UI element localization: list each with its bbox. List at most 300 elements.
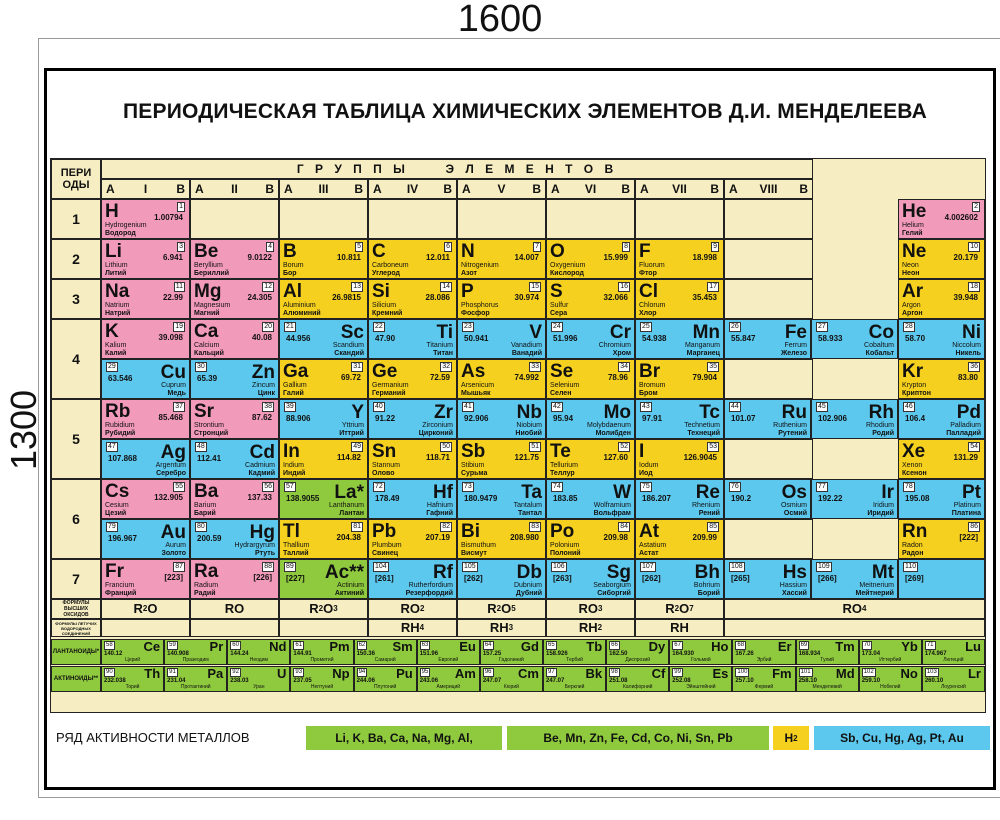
element-cell-ra: [190, 559, 279, 599]
element-symbol: Li: [105, 241, 122, 262]
empty-cell: [190, 199, 279, 239]
element-symbol: Ac**: [324, 562, 364, 583]
atomic-number: 37: [175, 403, 183, 410]
element-symbol: Fm: [772, 666, 792, 681]
atomic-number: 4: [268, 243, 272, 250]
latin-name: Sulfur: [550, 302, 569, 309]
atomic-number: 25: [642, 323, 650, 330]
element-symbol: Sn: [372, 441, 397, 462]
hydride-formula: [279, 619, 368, 637]
lanthanides-label: ЛАНТАНОИДЫ*: [51, 639, 101, 665]
atomic-mass: 204.38: [336, 533, 361, 542]
atomic-mass: 65.39: [197, 374, 218, 383]
atomic-mass: 83.80: [957, 373, 978, 382]
atomic-number: 24: [553, 323, 561, 330]
element-symbol: Eu: [459, 639, 476, 654]
russian-name: Мышьяк: [461, 390, 491, 397]
element-symbol: Po: [550, 521, 575, 542]
russian-name: Нептуний: [310, 684, 334, 690]
element-cell-ti: [368, 319, 457, 359]
atomic-mass: 200.59: [197, 534, 222, 543]
atomic-number: 51: [531, 443, 539, 450]
atomic-number: 92: [232, 669, 239, 675]
atomic-mass: 138.9055: [286, 494, 320, 503]
element-symbol: Ho: [711, 639, 729, 654]
latin-name: Osmium: [780, 502, 807, 509]
latin-name: Bismuthum: [461, 542, 497, 549]
element-cell-os: [724, 479, 811, 519]
element-cell-ca: [190, 319, 279, 359]
russian-name: Цезий: [105, 510, 127, 517]
latin-name: Cobaltum: [864, 342, 894, 349]
russian-name: Хлор: [639, 310, 657, 317]
atomic-number: 29: [108, 363, 116, 370]
latin-name: Chromium: [598, 342, 631, 349]
hydride-formula: [724, 619, 985, 637]
period-label-4: 4: [51, 319, 101, 399]
atomic-mass: 144.24: [230, 651, 249, 657]
atomic-number: 94: [358, 669, 366, 675]
russian-name: Прометий: [310, 657, 334, 663]
hydride-formula: RH 4: [368, 619, 457, 637]
russian-name: Барий: [194, 510, 216, 517]
atomic-number: 63: [421, 642, 429, 648]
atomic-number: 91: [169, 669, 176, 675]
periods-header: ПЕРИ ОДЫ: [51, 159, 101, 199]
atomic-mass: [226]: [253, 573, 272, 582]
element-symbol: Br: [639, 361, 661, 382]
oxide-formula: R 2 O 5: [457, 599, 546, 619]
russian-name: Европий: [438, 657, 459, 663]
element-symbol: W: [613, 482, 631, 503]
group-header-6: [546, 179, 635, 199]
element-symbol: Mo: [603, 402, 631, 423]
element-cell-pt: [898, 479, 985, 519]
element-cell-ag: [101, 439, 190, 479]
atomic-mass: 47.90: [375, 334, 396, 343]
latin-name: Zirconium: [422, 422, 453, 429]
latin-name: Ruthenium: [773, 422, 807, 429]
russian-name: Бериллий: [194, 270, 230, 277]
atomic-mass: 168.934: [798, 651, 821, 657]
atomic-number: 35: [709, 363, 717, 370]
atomic-number: 46: [905, 403, 913, 410]
latin-name: Tantalum: [513, 502, 542, 509]
atomic-mass: [261]: [375, 574, 394, 583]
russian-name: Литий: [105, 270, 127, 277]
activity-group-2: Be, Mn, Zn, Fe, Cd, Co, Ni, Sn, Pb: [507, 726, 769, 750]
russian-name: Уран: [253, 684, 265, 690]
element-symbol: Si: [372, 281, 390, 302]
russian-name: Кремний: [372, 310, 403, 317]
russian-name: Торий: [125, 684, 140, 690]
latin-name: Yttrium: [341, 422, 364, 429]
atomic-mass: 251.08: [609, 678, 628, 684]
element-cell-la: [279, 479, 368, 519]
group-roman: VII: [672, 182, 687, 196]
atomic-mass: 186.207: [642, 494, 671, 503]
atomic-mass: 140.12: [104, 651, 123, 657]
russian-name: Лантан: [339, 510, 364, 517]
element-symbol: Nd: [269, 639, 287, 654]
atomic-number: 36: [970, 363, 978, 370]
russian-name: Кюрий: [503, 684, 519, 690]
element-symbol: Ba: [194, 481, 219, 502]
russian-name: Дубний: [515, 590, 542, 597]
russian-name: Тербий: [566, 657, 583, 663]
atomic-mass: 32.066: [603, 293, 628, 302]
f-element-np: [290, 666, 353, 692]
russian-name: Аргон: [902, 310, 923, 317]
element-symbol: O: [550, 241, 565, 262]
height-dimension-label: 1300: [3, 389, 44, 471]
latin-name: Borum: [283, 262, 304, 269]
element-cell-zn: [190, 359, 279, 399]
element-symbol: Pb: [372, 521, 397, 542]
element-symbol: Cf: [651, 666, 666, 681]
atomic-mass: 39.948: [953, 293, 978, 302]
atomic-number: 28: [905, 323, 913, 330]
atomic-mass: 151.96: [419, 651, 439, 657]
latin-name: Francium: [105, 582, 135, 589]
atomic-mass: 118.71: [425, 453, 450, 462]
element-symbol: S: [550, 281, 563, 302]
element-symbol: Yb: [901, 639, 918, 654]
element-symbol: Bk: [585, 666, 603, 681]
atomic-number: 26: [731, 323, 739, 330]
atomic-number: 3: [179, 243, 183, 250]
element-symbol: Pa: [207, 666, 224, 681]
empty-cell: [279, 199, 368, 239]
group-subgroup-b: B: [710, 182, 719, 196]
atomic-mass: 50.941: [464, 334, 489, 343]
element-cell-re: [635, 479, 724, 519]
atomic-number: 108: [731, 563, 743, 570]
atomic-mass: 102.906: [818, 414, 847, 423]
element-cell-o: [546, 239, 635, 279]
element-cell-se: [546, 359, 635, 399]
element-cell-b: [279, 239, 368, 279]
latin-name: Hydrogenium: [105, 222, 147, 229]
atomic-mass: 58.70: [905, 334, 926, 343]
russian-name: Теллур: [550, 470, 575, 477]
group-roman: IV: [406, 182, 419, 196]
atomic-mass: 54.938: [642, 334, 667, 343]
atomic-mass: 30.974: [514, 293, 539, 302]
element-cell-v: [457, 319, 546, 359]
element-cell-h: [101, 199, 190, 239]
element-cell-fr: [101, 559, 190, 599]
empty-cell: [724, 239, 813, 279]
latin-name: Niccolum: [952, 342, 981, 349]
atomic-number: 87: [175, 563, 183, 570]
element-cell-co: [811, 319, 898, 359]
atomic-mass: 252.08: [672, 678, 691, 684]
latin-name: Rhenium: [691, 502, 720, 509]
russian-name: Нобелий: [880, 684, 901, 690]
element-symbol: Al: [283, 281, 302, 302]
atomic-number: 59: [169, 642, 176, 648]
element-cell-rn: [898, 519, 985, 559]
russian-name: Борий: [697, 590, 720, 597]
element-symbol: Tb: [586, 639, 603, 654]
russian-name: Радон: [902, 550, 924, 557]
atomic-mass: 85.468: [158, 413, 183, 422]
atomic-mass: 20.179: [953, 253, 978, 262]
atomic-number: 60: [232, 642, 239, 648]
element-cell-zr: [368, 399, 457, 439]
atomic-mass: 91.22: [375, 414, 396, 423]
atomic-number: 10: [970, 243, 978, 250]
element-cell-ac: [279, 559, 368, 599]
element-symbol: Ar: [902, 281, 924, 302]
latin-name: Astatium: [639, 542, 667, 549]
atomic-mass: 127.60: [603, 453, 628, 462]
f-element-u: [227, 666, 290, 692]
russian-name: Бор: [283, 270, 297, 277]
element-cell-pb: [368, 519, 457, 559]
group-subgroup-a: A: [106, 182, 115, 196]
element-cell-c: [368, 239, 457, 279]
atomic-mass: 92.906: [464, 414, 489, 423]
atomic-number: 48: [197, 443, 205, 450]
atomic-number: 15: [531, 283, 539, 290]
atomic-number: 103: [926, 669, 937, 675]
atomic-number: 41: [464, 403, 472, 410]
element-symbol: Zr: [434, 402, 453, 423]
element-cell-hs: [724, 559, 811, 599]
element-cell-sg: [546, 559, 635, 599]
russian-name: Галий: [283, 390, 304, 397]
latin-name: Oxygenium: [550, 262, 586, 269]
latin-name: Manganum: [684, 342, 720, 349]
element-symbol: Ca: [194, 321, 219, 342]
hydrides-label: ФОРМУЛЫ ЛЕТУЧИХ ВОДОРОДНЫХ СОЕДИНЕНИЙ: [51, 619, 101, 637]
atomic-mass: 101.07: [731, 414, 756, 423]
element-cell-ar: [898, 279, 985, 319]
hydride-formula: RH 2: [546, 619, 635, 637]
russian-name: Мейтнерий: [855, 590, 894, 597]
russian-name: Титан: [433, 350, 453, 357]
russian-name: Тулий: [820, 657, 834, 663]
latin-name: Germanium: [372, 382, 409, 389]
element-symbol: Na: [105, 281, 130, 302]
russian-name: Сурьма: [461, 470, 488, 477]
russian-name: Рубидий: [105, 430, 136, 437]
group-header-3: [279, 179, 368, 199]
atomic-mass: 247.07: [482, 678, 502, 684]
atomic-mass: 150.36: [356, 651, 375, 657]
element-symbol: Fr: [105, 561, 124, 582]
atomic-mass: 88.906: [286, 414, 311, 423]
element-symbol: Pm: [329, 639, 350, 654]
atomic-number: 22: [375, 323, 383, 330]
atomic-number: 11: [175, 283, 183, 290]
russian-name: Кадмий: [248, 470, 275, 477]
atomic-mass: 95.94: [553, 414, 574, 423]
element-symbol: Sb: [461, 441, 486, 462]
atomic-number: 16: [620, 283, 628, 290]
element-cell-cu: [101, 359, 190, 399]
element-symbol: Ne: [902, 241, 927, 262]
element-symbol: Kr: [902, 361, 924, 382]
element-symbol: Rh: [868, 402, 894, 423]
atomic-mass: 192.22: [818, 494, 843, 503]
group-subgroup-a: A: [462, 182, 471, 196]
hydride-formula: [101, 619, 190, 637]
russian-name: Углерод: [372, 270, 400, 277]
group-subgroup-a: A: [195, 182, 204, 196]
atomic-number: 19: [175, 323, 183, 330]
atomic-number: 78: [905, 483, 913, 490]
atomic-mass: 238.03: [230, 678, 249, 684]
element-symbol: La*: [334, 482, 364, 503]
element-cell-110: [898, 559, 985, 599]
russian-name: Ксенон: [902, 470, 927, 477]
element-symbol: Ce: [143, 639, 161, 654]
latin-name: Krypton: [902, 382, 927, 389]
latin-name: Beryllium: [194, 262, 223, 269]
element-symbol: Pu: [396, 666, 413, 681]
atomic-number: 67: [674, 642, 681, 648]
atomic-mass: 243.06: [419, 678, 439, 684]
atomic-mass: 178.49: [375, 494, 400, 503]
group-subgroup-a: A: [640, 182, 649, 196]
atomic-number: 79: [108, 523, 116, 530]
group-header-1: [101, 179, 190, 199]
russian-name: Лоуренсий: [940, 684, 966, 690]
atomic-number: 99: [674, 669, 681, 675]
f-element-cm: [480, 666, 543, 692]
atomic-number: 66: [611, 642, 618, 648]
atomic-number: 100: [737, 669, 748, 675]
oxide-formula: RO 4: [724, 599, 985, 619]
russian-name: Цинк: [257, 390, 275, 397]
element-cell-bh: [635, 559, 724, 599]
atomic-mass: [262]: [642, 574, 661, 583]
element-cell-at: [635, 519, 724, 559]
atomic-mass: 257.10: [735, 678, 754, 684]
oxide-formula: RO 3: [546, 599, 635, 619]
group-subgroup-b: B: [532, 182, 541, 196]
atomic-mass: 22.99: [162, 293, 183, 302]
latin-name: Bromum: [639, 382, 666, 389]
russian-name: Осмий: [783, 510, 807, 517]
atomic-number: 30: [197, 363, 205, 370]
russian-name: Плутоний: [373, 684, 397, 690]
element-cell-ir: [811, 479, 898, 519]
latin-name: Radon: [902, 542, 923, 549]
element-cell-db: [457, 559, 546, 599]
latin-name: Rubidium: [105, 422, 135, 429]
atomic-mass: 162.50: [609, 651, 628, 657]
group-roman: V: [497, 182, 506, 196]
atomic-mass: 87.62: [251, 413, 272, 422]
atomic-number: 61: [295, 642, 303, 648]
element-cell-i: [635, 439, 724, 479]
latin-name: Hassium: [779, 582, 807, 589]
latin-name: Strontium: [194, 422, 224, 429]
atomic-number: 62: [358, 642, 366, 648]
russian-name: Платина: [951, 510, 981, 517]
element-cell-sn: [368, 439, 457, 479]
russian-name: Радий: [194, 590, 216, 597]
element-symbol: Ra: [194, 561, 219, 582]
atomic-mass: 174.967: [924, 651, 947, 657]
atomic-number: 83: [531, 523, 539, 530]
activity-group-4: Sb, Cu, Hg, Ag, Pt, Au: [814, 726, 990, 750]
atomic-number: 82: [442, 523, 450, 530]
period-label-3: 3: [51, 279, 101, 319]
element-symbol: Tl: [283, 521, 300, 542]
atomic-number: 52: [620, 443, 628, 450]
atomic-number: 77: [818, 483, 826, 490]
f-element-tb: [543, 639, 606, 665]
russian-name: Эйнштейний: [686, 684, 716, 690]
atomic-mass: [223]: [164, 573, 183, 582]
element-symbol: Te: [550, 441, 571, 462]
russian-name: Протактиний: [180, 684, 211, 690]
element-cell-au: [101, 519, 190, 559]
atomic-number: 71: [926, 642, 934, 648]
russian-name: Кислород: [550, 270, 585, 277]
element-symbol: B: [283, 241, 297, 262]
atomic-number: 14: [442, 283, 450, 290]
russian-name: Бром: [639, 390, 658, 397]
russian-name: Родий: [872, 430, 894, 437]
atomic-mass: 14.007: [514, 253, 539, 262]
russian-name: Технеций: [687, 430, 720, 437]
element-symbol: Am: [454, 666, 476, 681]
atomic-number: 90: [106, 669, 113, 675]
element-cell-k: [101, 319, 190, 359]
period-label-5: 5: [51, 399, 101, 479]
element-symbol: U: [277, 666, 287, 681]
latin-name: Phosphorus: [461, 302, 499, 309]
atomic-mass: [265]: [731, 574, 750, 583]
atomic-number: 31: [353, 363, 361, 370]
element-symbol: Y: [351, 402, 364, 423]
atomic-mass: 209.98: [603, 533, 628, 542]
oxide-formula: R 2 O 3: [279, 599, 368, 619]
element-symbol: Bh: [694, 562, 720, 583]
russian-name: Ниобий: [515, 430, 542, 437]
latin-name: Actinium: [337, 582, 364, 589]
russian-name: Золото: [161, 550, 186, 557]
atomic-mass: 79.904: [692, 373, 717, 382]
period-label-6: 6: [51, 479, 101, 559]
atomic-mass: 131.29: [953, 453, 978, 462]
atomic-number: 110: [905, 563, 917, 570]
element-symbol: Ta: [521, 482, 542, 503]
atomic-mass: 173.04: [861, 651, 881, 657]
atomic-number: 98: [611, 669, 618, 675]
atomic-mass: 180.9479: [464, 494, 498, 503]
atomic-mass: 35.453: [692, 293, 717, 302]
group-subgroup-b: B: [799, 182, 808, 196]
activity-series-label: РЯД АКТИВНОСТИ МЕТАЛЛОВ: [56, 730, 250, 745]
f-element-yb: [859, 639, 922, 665]
russian-name: Резерфордий: [405, 590, 453, 597]
element-symbol: Nb: [516, 402, 542, 423]
width-dimension-label: 1600: [457, 0, 543, 40]
element-symbol: Sm: [392, 639, 413, 654]
element-cell-be: [190, 239, 279, 279]
atomic-number: 44: [731, 403, 739, 410]
element-symbol: Th: [144, 666, 161, 681]
element-symbol: Ga: [283, 361, 309, 382]
group-roman: III: [318, 182, 329, 196]
